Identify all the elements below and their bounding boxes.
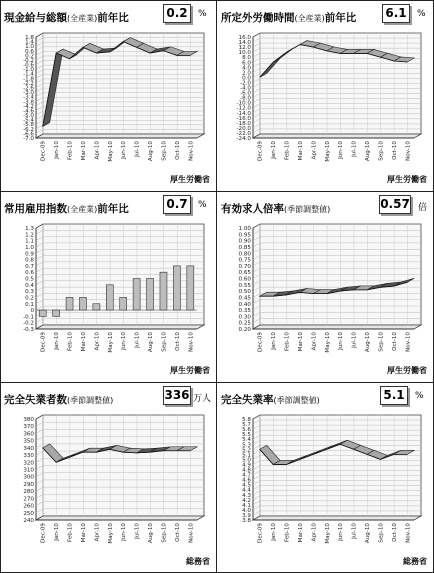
plot-wall (36, 415, 204, 520)
y-tick-label: 0.6 (25, 48, 34, 55)
y-tick-label: 0.40 (238, 301, 251, 308)
latest-value-box: 0.2 (163, 4, 191, 23)
y-tick-label: 4.9 (242, 462, 251, 469)
x-tick-label: Feb-10 (284, 332, 291, 352)
y-tick-label: 310 (23, 467, 34, 474)
y-tick-label: 0.4 (25, 282, 34, 289)
x-tick-label: Oct-10 (174, 332, 181, 351)
x-tick-label: Apr-10 (94, 141, 101, 160)
chart-area (0, 191, 216, 382)
y-tick-label: 1.3 (25, 226, 34, 232)
chart-panel-overtime (217, 0, 433, 191)
x-tick-label: Dec-09 (40, 332, 47, 352)
x-tick-label: May-10 (324, 332, 331, 353)
x-tick-label: Sep-10 (161, 141, 168, 161)
y-tick-label: 350 (23, 438, 34, 445)
x-tick-label: Jul-10 (351, 523, 358, 539)
x-tick-label: Feb-10 (67, 141, 74, 161)
x-tick-label: May-10 (107, 523, 114, 544)
y-tick-label: 0 (30, 308, 34, 315)
x-tick-label: May-10 (107, 332, 114, 353)
y-tick-label: -1.8 (23, 76, 34, 83)
y-tick-label: -2.6 (23, 85, 34, 92)
x-tick-label: Jun-10 (338, 332, 345, 350)
source-label: 総務省 (186, 557, 210, 566)
y-tick-label: 14.0 (238, 40, 251, 47)
x-tick-label: Sep-10 (378, 523, 385, 543)
x-tick-label: Jul-10 (134, 332, 141, 348)
x-tick-label: Dec-09 (257, 332, 264, 352)
y-tick-label: 5.1 (242, 452, 251, 459)
y-tick-label: 1.8 (25, 35, 34, 41)
unit-label: % (198, 9, 207, 19)
x-tick-label: Mar-10 (80, 141, 87, 161)
x-tick-label: Dec-09 (257, 523, 264, 543)
y-tick-label: 290 (23, 481, 34, 488)
y-tick-label: 0.3 (25, 289, 34, 296)
y-tick-label: 10.0 (238, 50, 251, 57)
x-tick-label: Aug-10 (365, 523, 372, 544)
plot-floor (253, 516, 421, 520)
y-tick-label: 340 (23, 445, 34, 452)
y-tick-label: 0.8 (25, 257, 34, 264)
y-tick-label: 5.5 (242, 432, 251, 439)
y-tick-label: 0.2 (25, 295, 34, 302)
y-tick-label: 0.7 (25, 263, 34, 270)
y-tick-label: 4.2 (242, 497, 251, 504)
y-tick-label: 4.5 (242, 482, 251, 489)
unit-label: % (415, 391, 424, 401)
y-tick-label: 1.2 (25, 232, 34, 239)
latest-value-box: 5.1 (380, 386, 408, 405)
plot-wall (253, 224, 421, 329)
y-tick-label: 2.0 (242, 70, 251, 77)
x-tick-label: Jul-10 (351, 332, 358, 348)
plot-floor (36, 325, 204, 329)
y-tick-label: -24.0 (236, 136, 251, 142)
chart-panel-jobratio (217, 191, 433, 382)
x-tick-label: May-10 (324, 523, 331, 544)
x-tick-label: Jan-10 (54, 523, 61, 541)
y-tick-label: 5.4 (242, 437, 251, 444)
unit-label: 万人 (193, 394, 212, 404)
chart-panel-unemployed (0, 382, 216, 573)
y-tick-label: -10.0 (236, 100, 251, 107)
unit-label: % (417, 9, 426, 19)
chart-title: 所定外労働時間(全産業)前年比 (221, 12, 357, 24)
y-tick-label: 4.3 (242, 492, 251, 499)
plot-floor (253, 134, 421, 138)
chart-area (217, 0, 433, 191)
x-tick-label: Mar-10 (297, 141, 304, 161)
y-tick-label: 0.55 (238, 282, 251, 289)
y-tick-label: 0.45 (238, 295, 251, 302)
chart-panel-unemploymentrate (217, 382, 433, 573)
x-tick-label: Sep-10 (378, 332, 385, 352)
y-tick-label: 3.9 (242, 512, 251, 519)
y-tick-label: 1.0 (25, 44, 34, 51)
x-tick-label: Oct-10 (391, 332, 398, 351)
x-tick-label: Nov-10 (188, 523, 195, 543)
y-tick-label: 5.3 (242, 442, 251, 449)
x-tick-label: Jan-10 (54, 332, 61, 350)
x-tick-label: Mar-10 (80, 523, 87, 543)
y-tick-label: 4.7 (242, 472, 251, 479)
y-tick-label: 5.0 (242, 457, 251, 464)
y-tick-label: 0.0 (242, 75, 251, 82)
y-tick-label: 300 (23, 474, 34, 481)
bar (133, 279, 140, 311)
x-tick-label: Nov-10 (405, 332, 412, 352)
x-tick-label: Aug-10 (365, 141, 372, 162)
x-tick-label: Sep-10 (161, 523, 168, 543)
x-tick-label: Dec-09 (40, 523, 47, 543)
y-tick-label: -2.0 (240, 80, 251, 87)
x-tick-label: Mar-10 (297, 332, 304, 352)
y-tick-label: 4.8 (242, 467, 251, 474)
y-tick-label: 0.9 (25, 251, 34, 258)
plot-wall (253, 415, 421, 520)
x-tick-label: Jan-10 (54, 141, 61, 159)
bar (79, 297, 86, 310)
bar (173, 266, 180, 310)
x-tick-label: Jun-10 (121, 141, 128, 159)
y-tick-label: -0.2 (23, 320, 34, 327)
x-tick-label: Jul-10 (134, 141, 141, 157)
bar (160, 272, 167, 310)
x-tick-label: Jan-10 (271, 523, 278, 541)
y-tick-label: 0.95 (238, 232, 251, 239)
y-tick-label: -3.8 (23, 99, 34, 106)
chart-title: 完全失業率(季節調整値) (221, 394, 320, 406)
y-tick-label: 0.50 (238, 289, 251, 296)
x-tick-label: Jan-10 (271, 141, 278, 159)
y-tick-label: -12.0 (236, 105, 251, 112)
source-label: 厚生労働省 (387, 175, 427, 184)
x-tick-label: Feb-10 (67, 523, 74, 543)
y-tick-label: 240 (23, 518, 34, 524)
unit-label: 倍 (418, 203, 428, 213)
x-tick-label: Jul-10 (351, 141, 358, 157)
bar (53, 310, 60, 316)
chart-area (0, 382, 216, 573)
y-tick-label: 5.8 (242, 417, 251, 423)
y-tick-label: 0.60 (238, 276, 251, 283)
bar (39, 310, 46, 316)
y-tick-label: -1.0 (23, 67, 34, 74)
y-tick-label: 4.4 (242, 487, 251, 494)
bar (66, 297, 73, 310)
y-tick-label: 250 (23, 510, 34, 517)
x-tick-label: Feb-10 (284, 141, 291, 161)
x-tick-label: Feb-10 (284, 523, 291, 543)
y-tick-label: 280 (23, 489, 34, 496)
x-tick-label: Nov-10 (188, 332, 195, 352)
x-tick-label: May-10 (324, 141, 331, 162)
y-tick-label: 4.0 (242, 65, 251, 72)
y-tick-label: -8.0 (240, 95, 251, 102)
y-tick-label: -14.0 (236, 110, 251, 117)
y-tick-label: 0.25 (238, 320, 251, 327)
chart-area (0, 0, 216, 191)
x-tick-label: Oct-10 (391, 523, 398, 542)
y-tick-label: 0.70 (238, 263, 251, 270)
y-tick-label: -0.2 (23, 57, 34, 64)
y-tick-label: -4.6 (23, 108, 34, 115)
y-tick-label: 3.8 (242, 518, 251, 524)
x-tick-label: Nov-10 (405, 523, 412, 543)
source-label: 総務省 (403, 557, 427, 566)
y-tick-label: 360 (23, 431, 34, 438)
y-tick-label: 1.4 (25, 39, 34, 46)
y-tick-label: -6.0 (240, 90, 251, 97)
y-tick-label: -16.0 (236, 115, 251, 122)
y-tick-label: 0.30 (238, 314, 251, 321)
y-tick-label: 0.35 (238, 308, 251, 315)
x-tick-label: Feb-10 (67, 332, 74, 352)
chart-title: 現金給与総額(全産業)前年比 (4, 12, 129, 24)
x-tick-label: Oct-10 (391, 141, 398, 160)
y-tick-label: -2.2 (23, 80, 34, 87)
y-tick-label: -3.4 (23, 94, 34, 101)
chart-title: 常用雇用指数(全産業)前年比 (4, 203, 129, 215)
y-tick-label: -6.2 (23, 126, 34, 133)
y-tick-label: -4.2 (23, 103, 34, 110)
x-tick-label: Jun-10 (338, 141, 345, 159)
y-tick-label: 1.00 (238, 226, 251, 232)
y-tick-label: 370 (23, 424, 34, 431)
x-tick-label: Apr-10 (94, 523, 101, 542)
y-tick-label: 0.80 (238, 251, 251, 258)
y-tick-label: -22.0 (236, 130, 251, 137)
x-tick-label: Aug-10 (148, 523, 155, 544)
y-tick-label: 6.0 (242, 60, 251, 67)
y-tick-label: 0.90 (238, 238, 251, 245)
unit-label: % (198, 200, 207, 210)
y-tick-label: 1.0 (25, 244, 34, 251)
y-tick-label: 0.75 (238, 257, 251, 264)
bar (120, 297, 127, 310)
y-tick-label: -7.0 (23, 136, 34, 142)
plot-floor (36, 516, 204, 520)
y-tick-label: 4.1 (242, 502, 251, 509)
x-tick-label: Oct-10 (174, 523, 181, 542)
plot-floor (253, 325, 421, 329)
x-tick-label: Apr-10 (311, 332, 318, 351)
x-tick-label: Jun-10 (121, 523, 128, 541)
x-tick-label: Aug-10 (365, 332, 372, 353)
y-tick-label: -18.0 (236, 120, 251, 127)
y-tick-label: -1.4 (23, 71, 34, 78)
chart-panel-employment (0, 191, 216, 382)
y-tick-label: 0.6 (25, 270, 34, 277)
y-tick-label: 0.1 (25, 301, 34, 308)
x-tick-label: Dec-09 (40, 141, 47, 161)
chart-area (217, 191, 433, 382)
y-tick-label: 4.6 (242, 477, 251, 484)
x-tick-label: Sep-10 (378, 141, 385, 161)
latest-value-box: 6.1 (382, 4, 410, 23)
y-tick-label: -5.4 (23, 117, 34, 124)
y-tick-label: 260 (23, 503, 34, 510)
latest-value-box: 0.57 (379, 195, 411, 214)
x-tick-label: Aug-10 (148, 141, 155, 162)
y-tick-label: 5.7 (242, 422, 251, 429)
y-tick-label: -0.6 (23, 62, 34, 69)
y-tick-label: 1.1 (25, 238, 34, 245)
x-tick-label: Nov-10 (405, 141, 412, 161)
y-tick-label: 270 (23, 496, 34, 503)
x-tick-label: Oct-10 (174, 141, 181, 160)
y-tick-label: 0.5 (25, 276, 34, 283)
x-tick-label: Apr-10 (311, 523, 318, 542)
x-tick-label: Dec-09 (257, 141, 264, 161)
x-tick-label: Apr-10 (311, 141, 318, 160)
y-tick-label: 0.20 (238, 327, 251, 333)
latest-value-box: 336 (163, 386, 191, 405)
source-label: 厚生労働省 (387, 366, 427, 375)
y-tick-label: 12.0 (238, 45, 251, 52)
x-tick-label: Apr-10 (94, 332, 101, 351)
bar (187, 266, 194, 310)
x-tick-label: Nov-10 (188, 141, 195, 161)
x-tick-label: Jun-10 (121, 332, 128, 350)
chart-title: 有効求人倍率(季節調整値) (221, 203, 331, 215)
y-tick-label: 0.65 (238, 270, 251, 277)
y-tick-label: -0.1 (23, 314, 34, 321)
y-tick-label: -0.3 (23, 327, 34, 333)
source-label: 厚生労働省 (170, 366, 210, 375)
x-tick-label: Sep-10 (161, 332, 168, 352)
y-tick-label: 0.85 (238, 244, 251, 251)
x-tick-label: Jan-10 (271, 332, 278, 350)
bar (93, 304, 100, 310)
x-tick-label: May-10 (107, 141, 114, 162)
plot-floor (36, 134, 204, 138)
y-tick-label: 320 (23, 460, 34, 467)
bar (147, 279, 154, 311)
latest-value-box: 0.7 (163, 195, 191, 214)
y-tick-label: 380 (23, 417, 34, 423)
y-tick-label: -20.0 (236, 125, 251, 132)
y-tick-label: -5.0 (23, 113, 34, 120)
y-tick-label: -3.0 (23, 90, 34, 97)
chart-panel-wage (0, 0, 216, 191)
y-tick-label: 5.6 (242, 427, 251, 434)
x-tick-label: Mar-10 (297, 523, 304, 543)
x-tick-label: Mar-10 (80, 332, 87, 352)
y-tick-label: 4.0 (242, 507, 251, 514)
y-tick-label: 0.2 (25, 53, 34, 60)
source-label: 厚生労働省 (170, 175, 210, 184)
y-tick-label: -6.6 (23, 131, 34, 138)
chart-area (217, 382, 433, 573)
plot-wall (36, 33, 204, 138)
y-tick-label: -4.0 (240, 85, 251, 92)
chart-title: 完全失業者数(季節調整値) (4, 394, 114, 406)
x-tick-label: Jul-10 (134, 523, 141, 539)
y-tick-label: 5.2 (242, 447, 251, 454)
y-tick-label: -5.8 (23, 122, 34, 129)
x-tick-label: Aug-10 (148, 332, 155, 353)
x-tick-label: Jun-10 (338, 523, 345, 541)
y-tick-label: 330 (23, 453, 34, 460)
y-tick-label: 8.0 (242, 55, 251, 62)
y-tick-label: 16.0 (238, 35, 251, 41)
bar (106, 285, 113, 310)
